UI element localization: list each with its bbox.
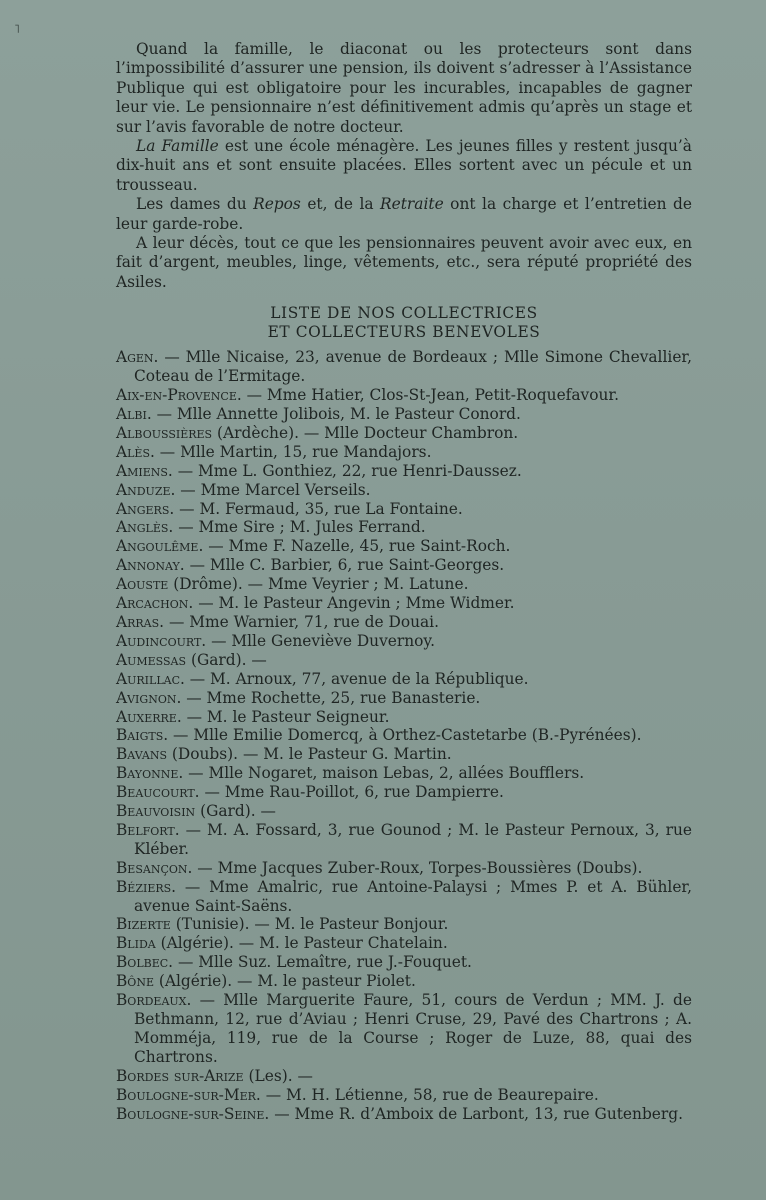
list-item: [116, 670, 692, 689]
town-name: Bavans: [116, 745, 168, 764]
list-item: [116, 518, 692, 537]
town-name: Avignon.: [116, 688, 182, 707]
collector-details: — Mlle Suz. Lemaître, rue J.-Fouquet.: [173, 953, 472, 972]
list-item: [116, 708, 692, 727]
list-item: [116, 348, 692, 386]
town-name: Blida: [116, 934, 156, 953]
list-item: [116, 991, 692, 1067]
list-item: [116, 556, 692, 575]
list-item: [116, 1086, 692, 1105]
town-name: Audincourt.: [116, 631, 207, 650]
list-item: [116, 934, 692, 953]
list-item: [116, 953, 692, 972]
collector-details: — Mlle Geneviève Duvernoy.: [206, 631, 435, 650]
list-item: [116, 821, 692, 859]
list-item: [116, 915, 692, 934]
list-item: [116, 726, 692, 745]
collector-details: — Mme Amalric, rue Antoine-Palaysi ; Mmes P. et A. Bühler, avenue Saint-Saëns.: [134, 877, 692, 915]
collector-details: — Mme Hatier, Clos-St-Jean, Petit-Roquefavour.: [241, 386, 619, 405]
paragraph-la-famille: La Famille est une école ménagère. Les jeunes filles y restent jusqu’à dix-huit ans et sont ensuite placées. Elles sortent avec un pécule et un trousseau.: [116, 137, 692, 194]
collector-details: (Drôme). — Mme Veyrier ; M. Latune.: [168, 575, 469, 594]
collector-details: — Mme L. Gonthiez, 22, rue Henri-Daussez.: [172, 461, 522, 480]
town-name: Aumessas: [116, 650, 187, 669]
italic-la-famille: La Famille: [136, 137, 219, 156]
list-item: [116, 745, 692, 764]
town-name: Boulogne-sur-Mer.: [116, 1085, 261, 1104]
list-item: [116, 500, 692, 519]
collector-details: (Ardèche). — Mlle Docteur Chambron.: [212, 423, 519, 442]
town-name: Boulogne-sur-Seine.: [116, 1104, 270, 1123]
paragraph-assistance: Quand la famille, le diaconat ou les protecteurs sont dans l’impossibilité d’assurer une pension, ils doivent s’adresser à l’Assistance Publique qui est obligatoire pour les incurables, incapables de gagner leur vie. Le pensionnaire n’est définitivement admis qu’après un stage et sur l’avis favorable de notre docteur.: [116, 40, 692, 136]
town-name: Beaucourt.: [116, 783, 200, 802]
town-name: Arras.: [116, 612, 165, 631]
town-name: Angoulême.: [116, 537, 204, 556]
heading-line-2: ET COLLECTEURS BENEVOLES: [267, 323, 541, 342]
collector-details: — Mme R. d’Amboix de Larbont, 13, rue Gutenberg.: [269, 1104, 684, 1123]
list-item: [116, 689, 692, 708]
town-name: Amiens.: [116, 461, 173, 480]
list-item: [116, 878, 692, 916]
collector-details: — Mlle Marguerite Faure, 51, cours de Verdun ; MM. J. de Bethmann, 12, rue d’Aviau ; Henri Cruse, 29, Pavé des Chartrons ; A. Momméja, 119, rue de la Course ; Roger de Luze, 88, quai des Chartrons.: [134, 991, 692, 1066]
town-name: Bizerte: [116, 915, 171, 934]
collector-details: — Mme Marcel Verseils.: [175, 480, 371, 499]
list-item: [116, 443, 692, 462]
town-name: Bolbec.: [116, 953, 174, 972]
italic-repos: Repos: [253, 195, 301, 214]
town-name: Agen.: [116, 348, 159, 367]
list-item: [116, 859, 692, 878]
town-name: Albi.: [116, 405, 152, 423]
town-name: Beauvoisin: [116, 802, 196, 821]
paragraph-deces: A leur décès, tout ce que les pensionnaires peuvent avoir avec eux, en fait d’argent, meubles, linge, vêtements, etc., sera réputé propriété des Asiles.: [116, 234, 692, 291]
town-name: Arcachon.: [116, 594, 194, 613]
list-item: [116, 1067, 692, 1086]
collector-details: — Mme F. Nazelle, 45, rue Saint-Roch.: [203, 537, 511, 556]
paragraph-repos-retraite: Les dames du Repos et, de la Retraite ont la charge et l’entretien de leur garde-robe.: [116, 195, 692, 233]
collector-details: — Mlle Annette Jolibois, M. le Pasteur Conord.: [151, 405, 521, 423]
collector-details: — M. A. Fossard, 3, rue Gounod ; M. le Pasteur Pernoux, 3, rue Kléber.: [134, 820, 692, 858]
list-item: [116, 575, 692, 594]
town-name: Alès.: [116, 442, 155, 461]
list-item: [116, 386, 692, 405]
list-item: [116, 783, 692, 802]
collector-details: — Mlle Emilie Domercq, à Orthez-Castetarbe (B.-Pyrénées).: [168, 726, 642, 745]
collector-details: — Mme Rau-Poillot, 6, rue Dampierre.: [199, 783, 504, 802]
list-item: [116, 613, 692, 632]
italic-retraite: Retraite: [380, 195, 444, 214]
list-item: [116, 1105, 692, 1124]
list-item: [116, 424, 692, 443]
collector-details: — Mlle Nogaret, maison Lebas, 2, allées Boufflers.: [183, 764, 585, 783]
town-name: Alboussières: [116, 423, 213, 442]
town-name: Annonay.: [116, 556, 185, 575]
town-name: Baigts.: [116, 726, 169, 745]
collector-details: — Mme Sire ; M. Jules Ferrand.: [173, 518, 426, 537]
list-item: [116, 462, 692, 481]
town-name: Anglès.: [116, 518, 174, 537]
collector-details: (Algérie). — M. le pasteur Piolet.: [153, 972, 416, 991]
list-item: [116, 632, 692, 651]
collector-details: — M. Arnoux, 77, avenue de la République.: [184, 669, 529, 688]
town-name: Angers.: [116, 499, 175, 518]
town-name: Besançon.: [116, 858, 193, 877]
town-name: Auxerre.: [116, 707, 182, 726]
collector-details: — M. le Pasteur Angevin ; Mme Widmer.: [193, 594, 515, 613]
town-name: Bordeaux.: [116, 991, 192, 1010]
collector-details: — Mme Warnier, 71, rue de Douai.: [164, 612, 439, 631]
town-name: Belfort.: [116, 820, 180, 839]
list-item: [116, 537, 692, 556]
collector-details: — Mme Rochette, 25, rue Banasterie.: [181, 688, 481, 707]
town-name: Aurillac.: [116, 669, 185, 688]
intro-section: [116, 40, 692, 292]
collector-details: (Gard). —: [195, 802, 276, 821]
list-item: [116, 405, 692, 424]
town-name: Bône: [116, 972, 154, 991]
town-name: Bordes sur-Arize: [116, 1066, 244, 1085]
list-item: [116, 802, 692, 821]
collector-details: — M. le Pasteur Seigneur.: [181, 707, 390, 726]
list-item: [116, 481, 692, 500]
list-item: [116, 764, 692, 783]
collector-list: [116, 348, 692, 1123]
collector-details: — M. H. Létienne, 58, rue de Beaurepaire.: [260, 1085, 599, 1104]
heading-line-1: LISTE DE NOS COLLECTRICES: [270, 304, 538, 323]
collector-details: — Mlle Nicaise, 23, avenue de Bordeaux ; Mlle Simone Chevallier, Coteau de l’Ermitage.: [134, 348, 692, 386]
town-name: Aix-en-Provence.: [116, 386, 242, 405]
town-name: Anduze.: [116, 480, 176, 499]
town-name: Aouste: [116, 575, 169, 594]
collector-details: — M. Fermaud, 35, rue La Fontaine.: [174, 499, 463, 518]
collector-details: (Tunisie). — M. le Pasteur Bonjour.: [170, 915, 449, 934]
collector-details: — Mme Jacques Zuber-Roux, Torpes-Boussières (Doubs).: [192, 858, 643, 877]
collector-details: (Gard). —: [186, 650, 267, 669]
list-item: [116, 594, 692, 613]
list-item: [116, 651, 692, 670]
margin-mark: ˥: [14, 22, 20, 36]
collector-details: (Les). —: [243, 1066, 313, 1085]
town-name: Bayonne.: [116, 764, 184, 783]
town-name: Béziers.: [116, 877, 177, 896]
list-item: [116, 972, 692, 991]
collector-details: — Mlle C. Barbier, 6, rue Saint-Georges.: [184, 556, 505, 575]
collector-details: (Algérie). — M. le Pasteur Chatelain.: [155, 934, 448, 953]
collector-details: (Doubs). — M. le Pasteur G. Martin.: [167, 745, 452, 764]
collector-details: — Mlle Martin, 15, rue Mandajors.: [154, 442, 432, 461]
list-heading: [116, 304, 692, 342]
